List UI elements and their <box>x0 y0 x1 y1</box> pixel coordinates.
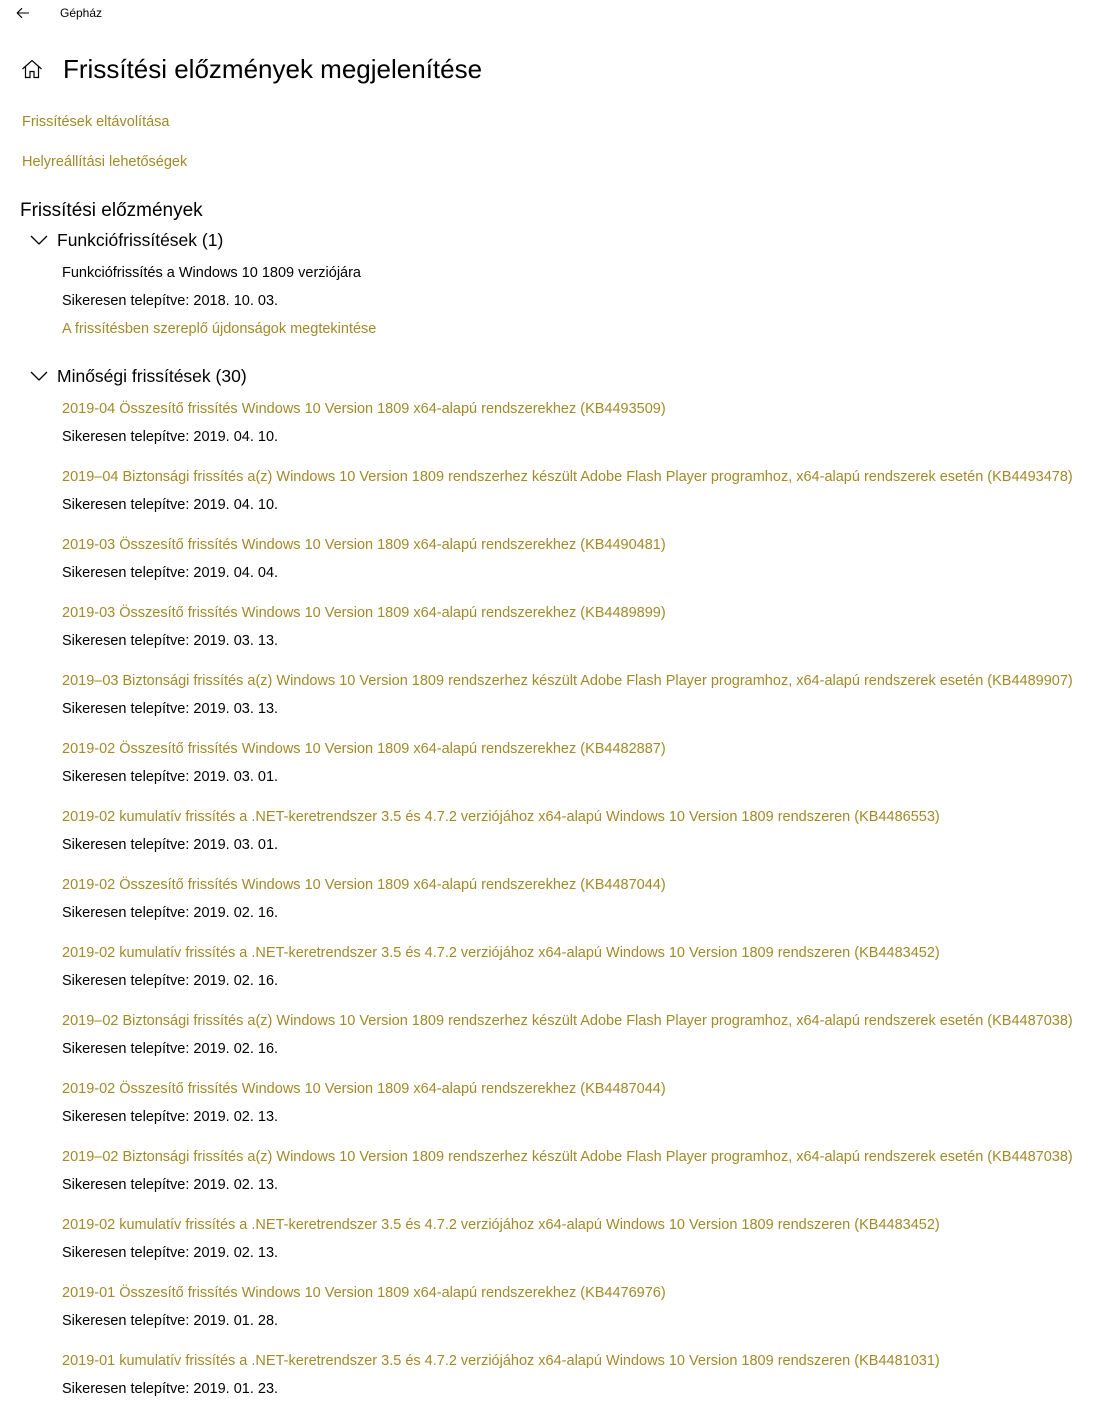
update-history-heading: Frissítési előzmények <box>20 200 203 221</box>
list-item <box>62 1283 1073 1351</box>
update-link[interactable]: 2019-03 Összesítő frissítés Windows 10 Version 1809 x64-alapú rendszerekhez (KB4490481) <box>62 537 666 553</box>
update-link[interactable]: 2019-02 Összesítő frissítés Windows 10 Version 1809 x64-alapú rendszerekhez (KB4487044) <box>62 1081 666 1097</box>
update-status: Sikeresen telepítve: 2019. 01. 28. <box>62 1313 279 1329</box>
feature-update-status: Sikeresen telepítve: 2018. 10. 03. <box>62 293 279 309</box>
home-icon[interactable] <box>20 57 44 81</box>
list-item <box>62 943 1073 1011</box>
feature-update-name: Funkciófrissítés a Windows 10 1809 verziójára <box>62 265 361 281</box>
quality-updates-label: Minőségi frissítések (30) <box>57 366 247 386</box>
update-status: Sikeresen telepítve: 2019. 02. 13. <box>62 1109 279 1125</box>
recovery-options-link[interactable]: Helyreállítási lehetőségek <box>22 154 188 170</box>
list-item <box>62 1011 1073 1079</box>
update-status: Sikeresen telepítve: 2019. 02. 16. <box>62 1041 279 1057</box>
update-link[interactable]: 2019-02 kumulatív frissítés a .NET-keretrendszer 3.5 és 4.7.2 verziójához x64-alapú Windows 10 Version 1809 rendszeren (KB4486553) <box>62 809 940 825</box>
whats-new-link[interactable]: A frissítésben szereplő újdonságok megtekintése <box>62 321 377 337</box>
update-link[interactable]: 2019–04 Biztonsági frissítés a(z) Windows 10 Version 1809 rendszerhez készült Adobe Flash Player programhoz, x64-alapú rendszerek esetén (KB4493478) <box>62 469 1073 485</box>
update-link[interactable]: 2019-01 kumulatív frissítés a .NET-keretrendszer 3.5 és 4.7.2 verziójához x64-alapú Windows 10 Version 1809 rendszeren (KB4481031) <box>62 1353 940 1369</box>
update-status: Sikeresen telepítve: 2019. 02. 13. <box>62 1245 279 1261</box>
list-item <box>62 671 1073 739</box>
chevron-down-icon <box>30 228 48 252</box>
update-status: Sikeresen telepítve: 2019. 02. 16. <box>62 905 279 921</box>
update-link[interactable]: 2019–03 Biztonsági frissítés a(z) Windows 10 Version 1809 rendszerhez készült Adobe Flash Player programhoz, x64-alapú rendszerek esetén (KB4489907) <box>62 673 1073 689</box>
quality-updates-group-toggle[interactable] <box>30 364 247 388</box>
list-item <box>62 875 1073 943</box>
feature-updates-label: Funkciófrissítések (1) <box>57 230 224 250</box>
update-status: Sikeresen telepítve: 2019. 03. 01. <box>62 769 279 785</box>
list-item <box>62 467 1073 535</box>
list-item <box>62 1147 1073 1215</box>
title-bar <box>0 0 1108 26</box>
update-link[interactable]: 2019-02 kumulatív frissítés a .NET-keretrendszer 3.5 és 4.7.2 verziójához x64-alapú Windows 10 Version 1809 rendszeren (KB4483452) <box>62 1217 940 1233</box>
list-item <box>62 739 1073 807</box>
list-item <box>62 603 1073 671</box>
update-link[interactable]: 2019-02 kumulatív frissítés a .NET-keretrendszer 3.5 és 4.7.2 verziójához x64-alapú Windows 10 Version 1809 rendszeren (KB4483452) <box>62 945 940 961</box>
list-item <box>62 535 1073 603</box>
list-item <box>62 1215 1073 1283</box>
app-title: Gépház <box>60 6 103 20</box>
chevron-down-icon <box>30 364 48 388</box>
update-status: Sikeresen telepítve: 2019. 02. 13. <box>62 1177 279 1193</box>
uninstall-updates-link[interactable]: Frissítések eltávolítása <box>22 114 170 130</box>
update-status: Sikeresen telepítve: 2019. 01. 23. <box>62 1381 279 1397</box>
list-item <box>62 807 1073 875</box>
quality-updates-list <box>62 399 1073 1419</box>
list-item <box>62 1079 1073 1147</box>
update-status: Sikeresen telepítve: 2019. 04. 04. <box>62 565 279 581</box>
feature-update-item <box>62 263 376 339</box>
update-link[interactable]: 2019-03 Összesítő frissítés Windows 10 Version 1809 x64-alapú rendszerekhez (KB4489899) <box>62 605 666 621</box>
list-item <box>62 1351 1073 1419</box>
update-status: Sikeresen telepítve: 2019. 03. 13. <box>62 701 279 717</box>
list-item <box>62 399 1073 467</box>
update-link[interactable]: 2019–02 Biztonsági frissítés a(z) Windows 10 Version 1809 rendszerhez készült Adobe Flash Player programhoz, x64-alapú rendszerek esetén (KB4487038) <box>62 1149 1073 1165</box>
update-link[interactable]: 2019-02 Összesítő frissítés Windows 10 Version 1809 x64-alapú rendszerekhez (KB4482887) <box>62 741 666 757</box>
update-link[interactable]: 2019–02 Biztonsági frissítés a(z) Windows 10 Version 1809 rendszerhez készült Adobe Flash Player programhoz, x64-alapú rendszerek esetén (KB4487038) <box>62 1013 1073 1029</box>
arrow-left-icon <box>16 7 30 19</box>
back-button[interactable] <box>8 0 38 26</box>
page-header <box>20 52 482 86</box>
update-status: Sikeresen telepítve: 2019. 04. 10. <box>62 497 279 513</box>
update-link[interactable]: 2019-04 Összesítő frissítés Windows 10 Version 1809 x64-alapú rendszerekhez (KB4493509) <box>62 401 666 417</box>
update-status: Sikeresen telepítve: 2019. 03. 13. <box>62 633 279 649</box>
update-status: Sikeresen telepítve: 2019. 04. 10. <box>62 429 279 445</box>
update-link[interactable]: 2019-02 Összesítő frissítés Windows 10 Version 1809 x64-alapú rendszerekhez (KB4487044) <box>62 877 666 893</box>
feature-updates-group-toggle[interactable] <box>30 228 223 252</box>
update-status: Sikeresen telepítve: 2019. 02. 16. <box>62 973 279 989</box>
page-title: Frissítési előzmények megjelenítése <box>63 54 483 84</box>
update-status: Sikeresen telepítve: 2019. 03. 01. <box>62 837 279 853</box>
update-link[interactable]: 2019-01 Összesítő frissítés Windows 10 Version 1809 x64-alapú rendszerekhez (KB4476976) <box>62 1285 666 1301</box>
